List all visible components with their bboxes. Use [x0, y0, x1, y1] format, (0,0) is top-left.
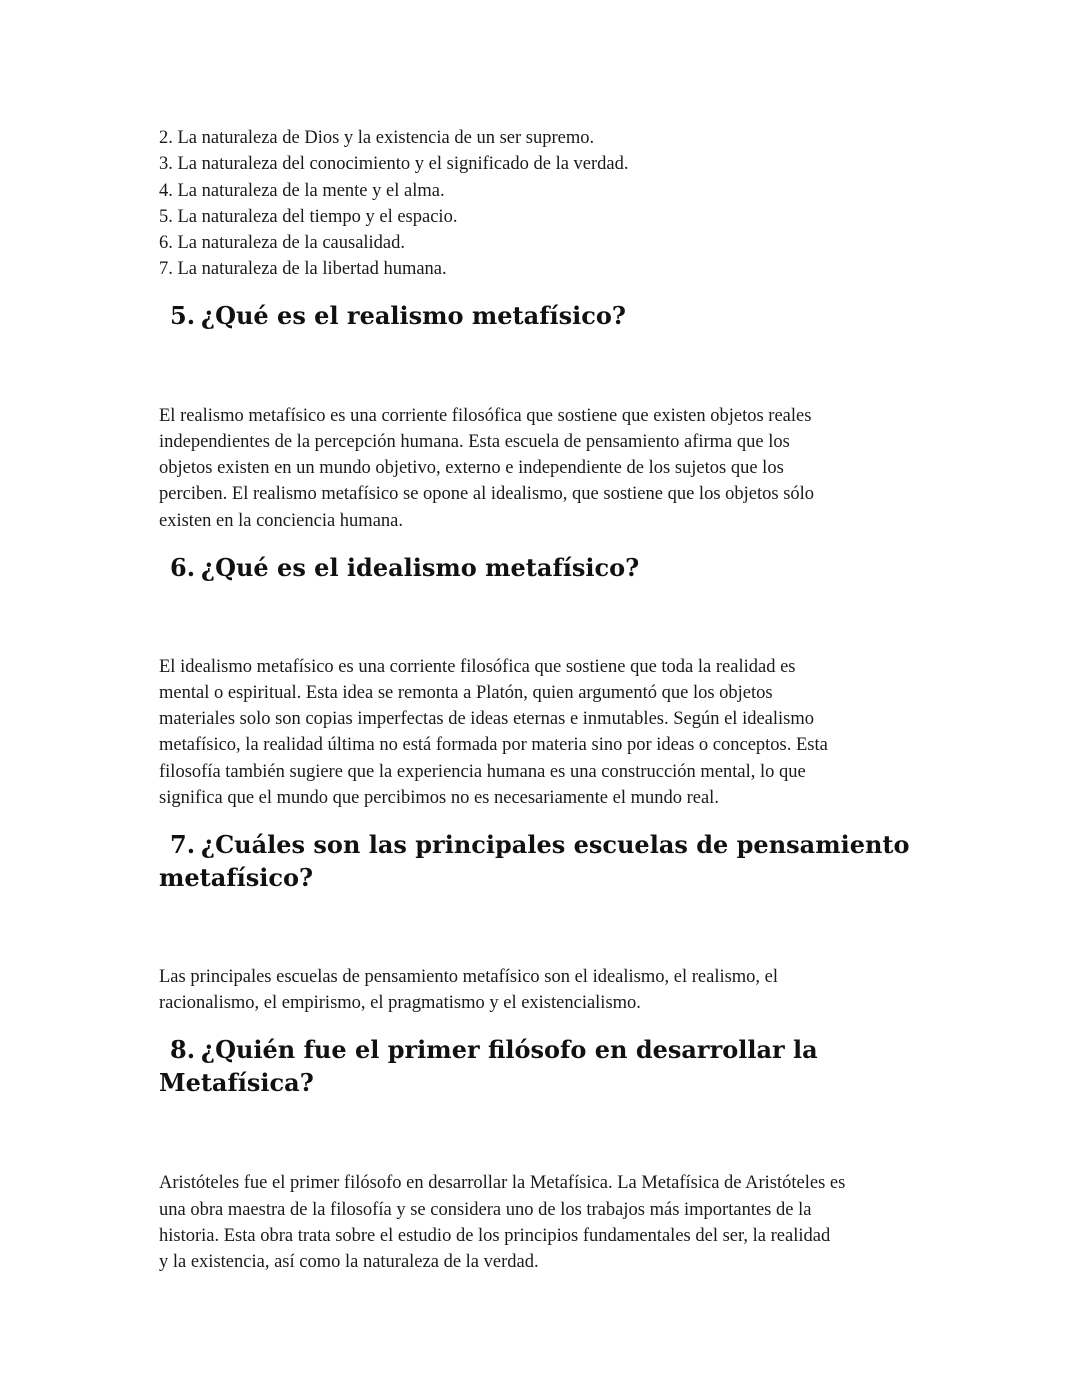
section-answer-idealismo [159, 654, 939, 811]
section-heading-escuelas [159, 828, 939, 894]
section-number: 8. [170, 1035, 196, 1065]
list-item: 4. La naturaleza de la mente y el alma. [159, 180, 445, 201]
section-title-line: metafísico? [159, 863, 314, 893]
section-answer-primer-filosofo [159, 1170, 939, 1275]
answer-line: y la existencia, así como la naturaleza de la verdad. [159, 1252, 539, 1273]
answer-line: una obra maestra de la filosofía y se considera uno de los trabajos más importantes de la [159, 1199, 812, 1220]
section-heading-primer-filosofo [159, 1033, 939, 1099]
answer-line: El realismo metafísico es una corriente filosófica que sostiene que existen objetos reales [159, 405, 812, 426]
answer-line: existen en la conciencia humana. [159, 510, 403, 531]
answer-line: significa que el mundo que percibimos no es necesariamente el mundo real. [159, 787, 719, 808]
answer-line: mental o espiritual. Esta idea se remonta a Platón, quien argumentó que los objetos [159, 683, 773, 703]
answer-line: materiales solo son copias imperfectas de ideas eternas e inmutables. Según el idealismo [159, 709, 815, 730]
section-title: ¿Quién fue el primer filósofo en desarrollar la Metafísica? [159, 1035, 818, 1098]
answer-line: independientes de la percepción humana. Esta escuela de pensamiento afirma que los [159, 431, 790, 452]
section-title: ¿Cuáles son las principales escuelas de pensamiento [201, 830, 910, 860]
list-item: 5. La naturaleza del tiempo y el espacio. [159, 206, 458, 227]
section-answer-realismo [159, 403, 939, 534]
document-page [159, 125, 939, 1275]
list-item: 6. La naturaleza de la causalidad. [159, 233, 406, 254]
answer-line: historia. Esta obra trata sobre el estudio de los principios fundamentales del ser, la realidad [159, 1225, 831, 1246]
list-item: 7. La naturaleza de la libertad humana. [159, 259, 447, 280]
section-heading-idealismo [159, 551, 939, 584]
section-number: 6. [170, 552, 196, 582]
answer-line: metafísico, la realidad última no está formada por materia sino por ideas o conceptos. Esta [159, 735, 828, 756]
answer-line: Las principales escuelas de pensamiento metafísico son el idealismo, el realismo, el [159, 967, 779, 988]
section-number: 7. [170, 830, 196, 860]
answer-line: filosofía también sugiere que la experiencia humana es una construcción mental, lo que [159, 761, 806, 782]
section-heading-realismo [159, 299, 939, 332]
list-item: 3. La naturaleza del conocimiento y el significado de la verdad. [159, 154, 629, 175]
naturaleza-list [159, 125, 939, 283]
answer-line: racionalismo, el empirismo, el pragmatismo y el existencialismo. [159, 993, 641, 1014]
answer-line: objetos existen en un mundo objetivo, externo e independiente de los sujetos que los [159, 458, 784, 479]
section-title: ¿Qué es el realismo metafísico? [201, 300, 626, 330]
answer-line: El idealismo metafísico es una corriente filosófica que sostiene que toda la realidad es [159, 656, 796, 677]
section-answer-escuelas [159, 964, 939, 1016]
section-title: ¿Qué es el idealismo metafísico? [201, 552, 640, 582]
section-title-line [159, 828, 939, 861]
list-item: 2. La naturaleza de Dios y la existencia de un ser supremo. [159, 128, 595, 148]
section-number: 5. [170, 300, 196, 330]
answer-line: Aristóteles fue el primer filósofo en desarrollar la Metafísica. La Metafísica de Aristóteles es [159, 1173, 846, 1194]
answer-line: perciben. El realismo metafísico se opone al idealismo, que sostiene que los objetos sólo [159, 484, 815, 505]
